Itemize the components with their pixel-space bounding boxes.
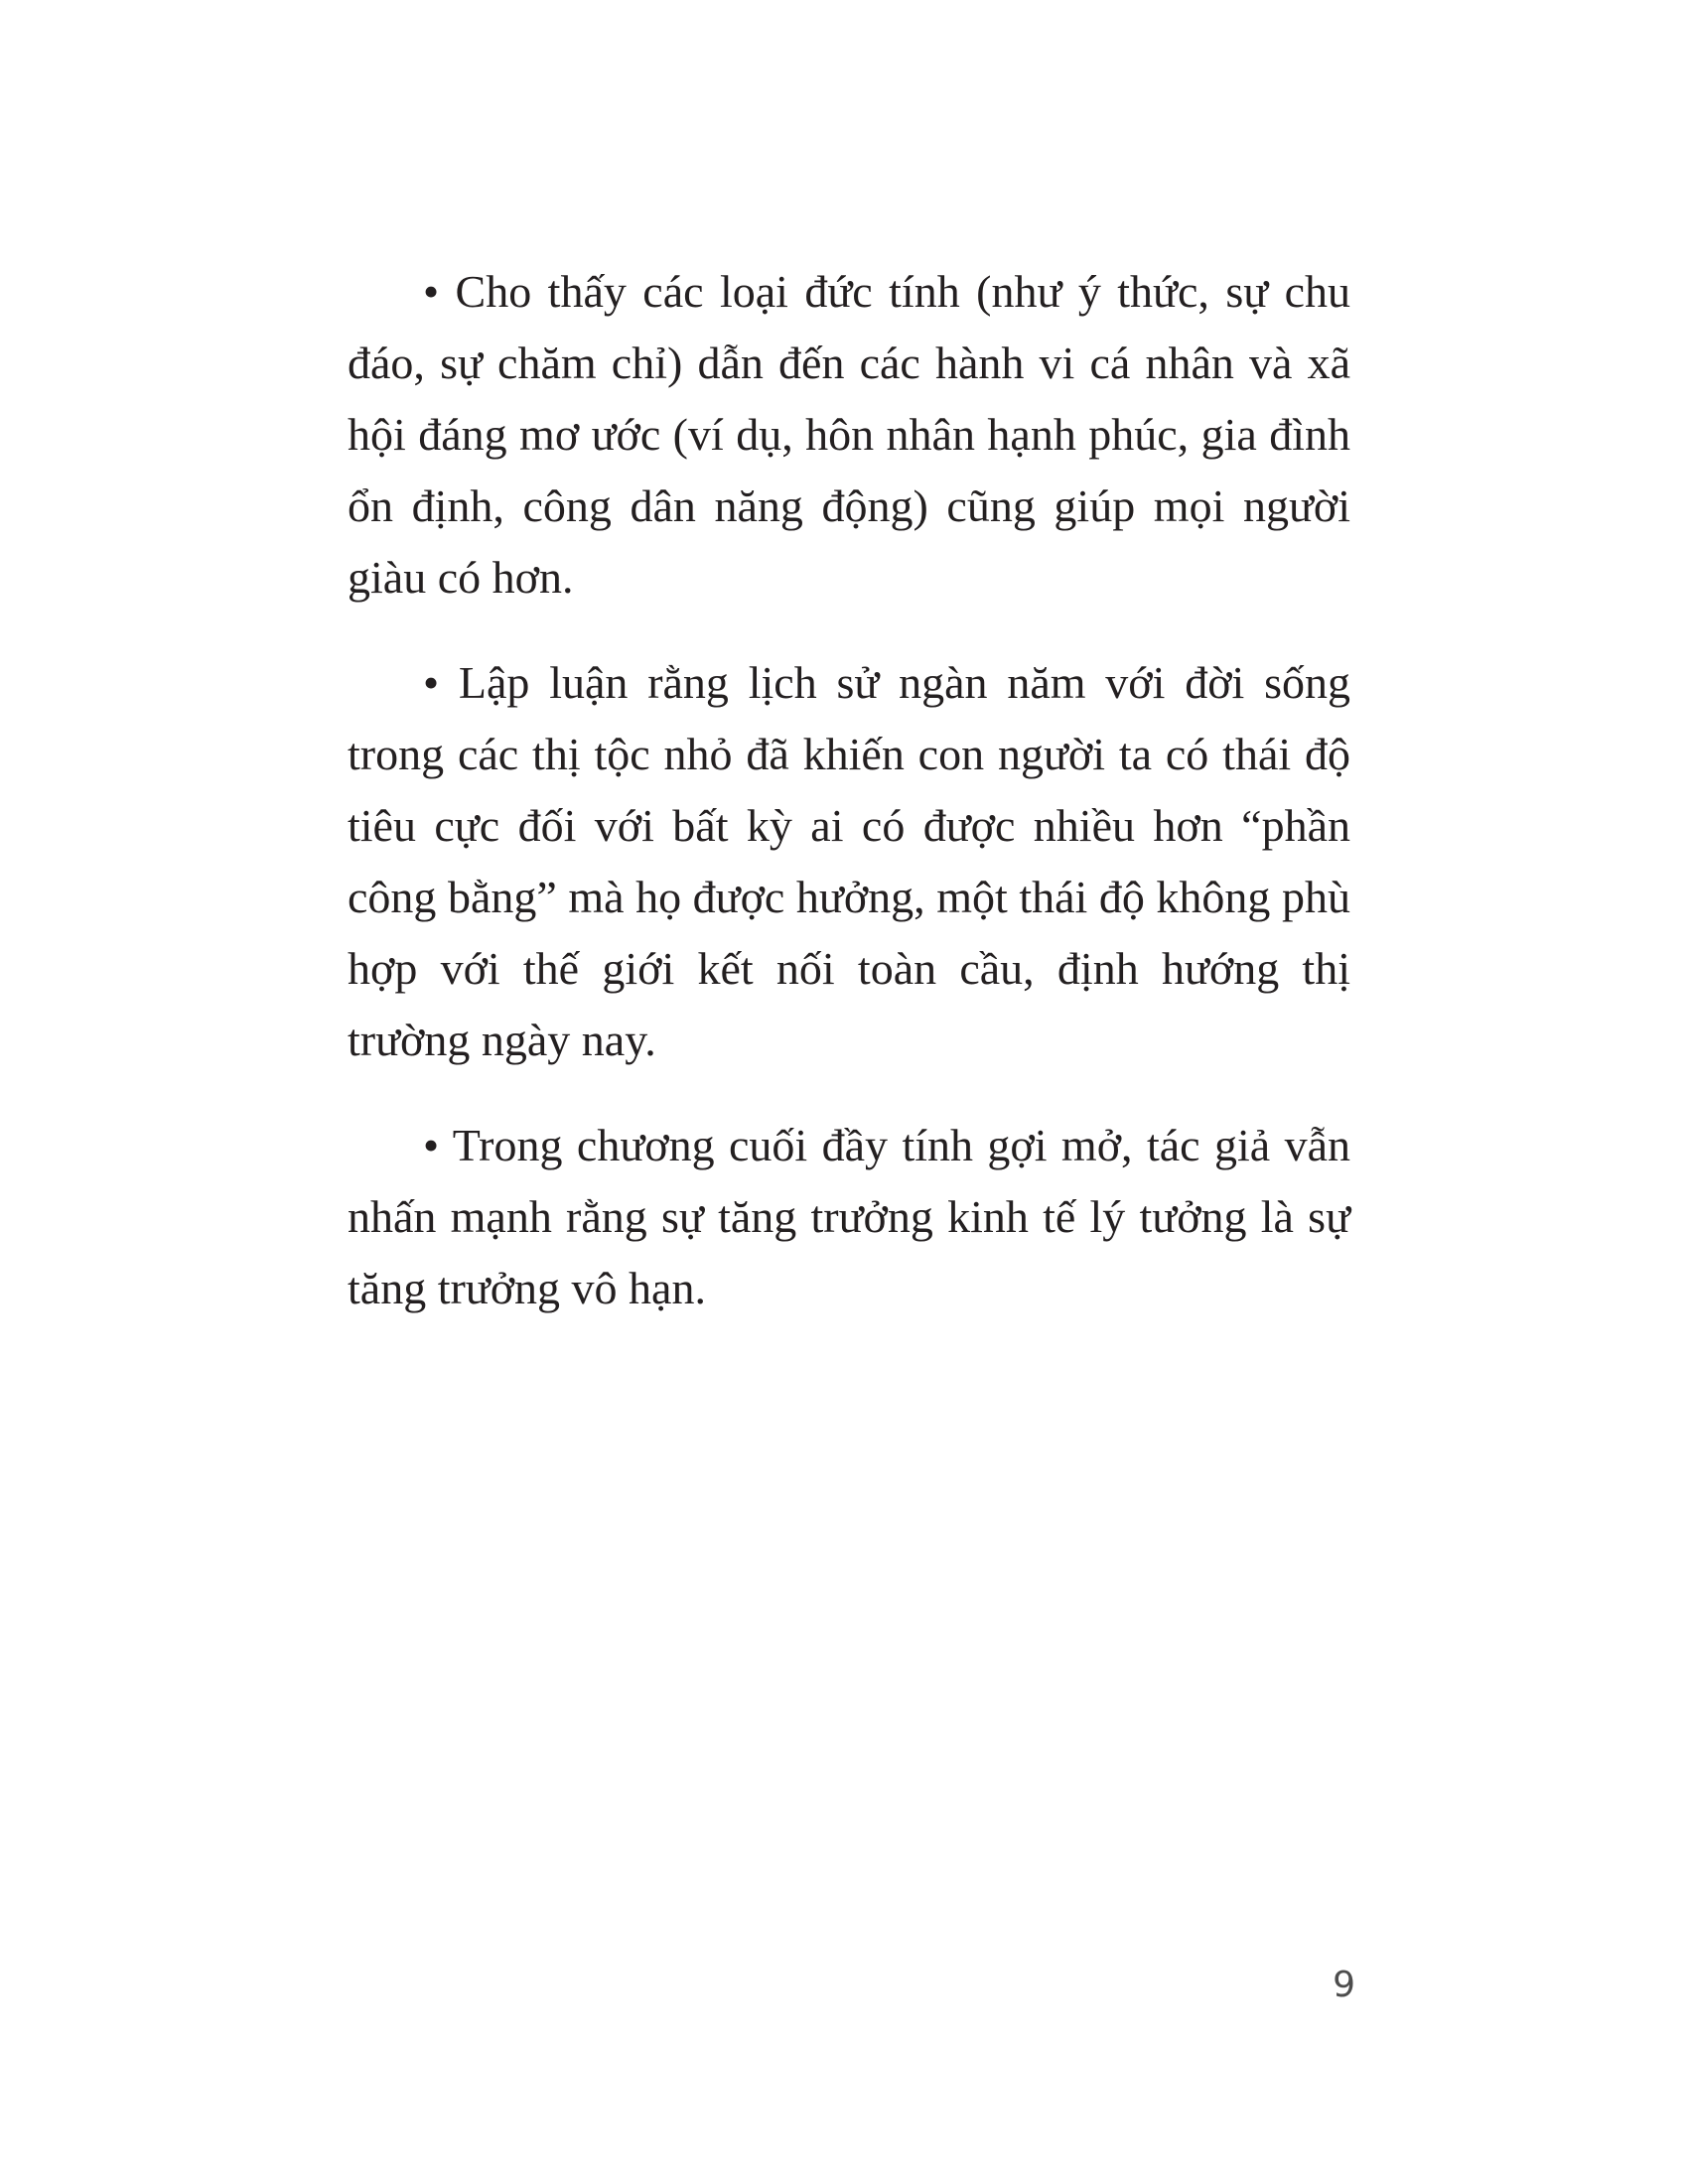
bullet-marker: •: [423, 1120, 440, 1170]
bullet-marker: •: [423, 657, 440, 708]
bullet-paragraph-final-chapter: [348, 1110, 1350, 1324]
paragraph-text: Trong chương cuối đầy tính gợi mở, tác giả vẫn nhấn mạnh rằng sự tăng trưởng kinh tế lý tưởng là sự tăng trưởng vô hạn.: [348, 1120, 1351, 1313]
bullet-paragraph-virtues: [348, 256, 1350, 614]
paragraph-text: Lập luận rằng lịch sử ngàn năm với đời sống trong các thị tộc nhỏ đã khiến con người ta có thái độ tiêu cực đối với bất kỳ ai có được nhiều hơn “phần công bằng” mà họ được hưởng, một thái độ không phù hợp với thế giới kết nối toàn cầu, định hướng thị trường ngày nay.: [348, 657, 1350, 1065]
paragraph-text: Cho thấy các loại đức tính (như ý thức, sự chu đáo, sự chăm chỉ) dẫn đến các hành vi cá nhân và xã hội đáng mơ ước (ví dụ, hôn nhân hạnh phúc, gia đình ổn định, công dân năng động) cũng giúp mọi người giàu có hơn.: [348, 266, 1350, 603]
body-text: [348, 256, 1350, 1358]
bullet-paragraph-tribal-history: [348, 647, 1350, 1076]
page-number: 9: [1333, 1965, 1355, 2005]
bullet-marker: •: [423, 266, 440, 317]
